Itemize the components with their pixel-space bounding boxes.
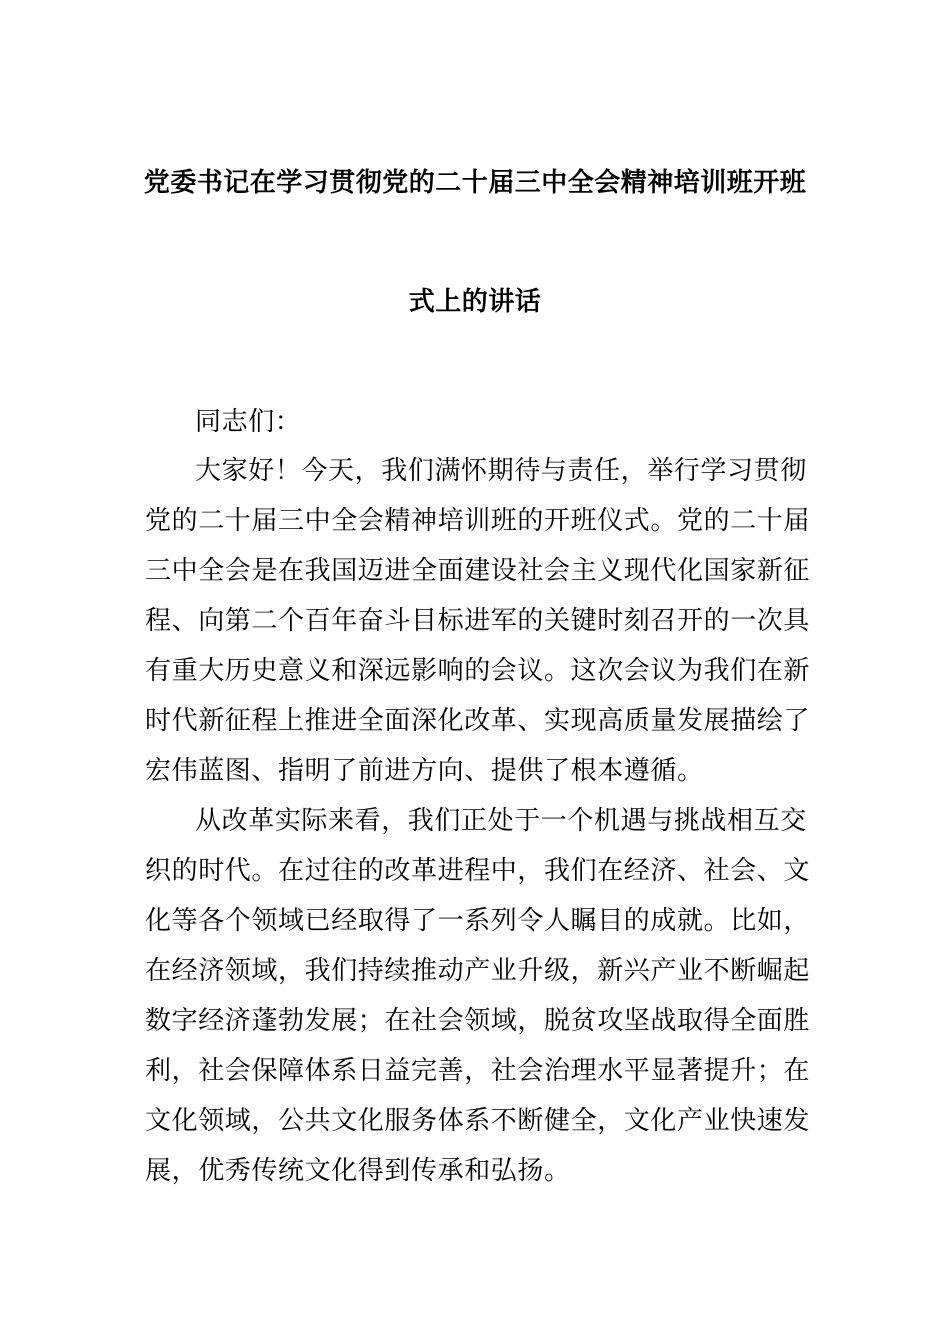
paragraph-2-line: 织的时代。在过往的改革进程中，我们在经济、社会、文 [145,856,811,886]
paragraph-1-line: 有重大历史意义和深远影响的会议。这次会议为我们在新 [145,656,811,686]
paragraph-1-line: 程、向第二个百年奋斗目标进军的关键时刻召开的一次具 [145,606,811,636]
document-title-line-2: 式上的讲话 [408,287,542,317]
paragraph-2-line: 化等各个领域已经取得了一系列令人瞩目的成就。比如， [145,906,811,936]
paragraph-1-line: 宏伟蓝图、指明了前进方向、提供了根本遵循。 [145,756,704,786]
paragraph-2-line: 利，社会保障体系日益完善，社会治理水平显著提升；在 [145,1056,811,1086]
paragraph-1-line: 党的二十届三中全会精神培训班的开班仪式。党的二十届 [145,506,811,536]
document-title-line-1: 党委书记在学习贯彻党的二十届三中全会精神培训班开班 [143,168,807,198]
paragraph-2-line: 文化领域，公共文化服务体系不断健全，文化产业快速发 [145,1106,811,1136]
paragraph-1-line: 三中全会是在我国迈进全面建设社会主义现代化国家新征 [145,556,811,586]
paragraph-2-line: 在经济领域，我们持续推动产业升级，新兴产业不断崛起 [145,956,811,986]
paragraph-2-line: 从改革实际来看，我们正处于一个机遇与挑战相互交 [195,806,807,836]
paragraph-2-line: 展，优秀传统文化得到传承和弘扬。 [145,1156,571,1186]
paragraph-2-line: 数字经济蓬勃发展；在社会领域，脱贫攻坚战取得全面胜 [145,1006,811,1036]
salutation: 同志们： [195,407,302,437]
paragraph-1-line: 时代新征程上推进全面深化改革、实现高质量发展描绘了 [145,706,811,736]
paragraph-1-line: 大家好！今天，我们满怀期待与责任，举行学习贯彻 [195,456,807,486]
